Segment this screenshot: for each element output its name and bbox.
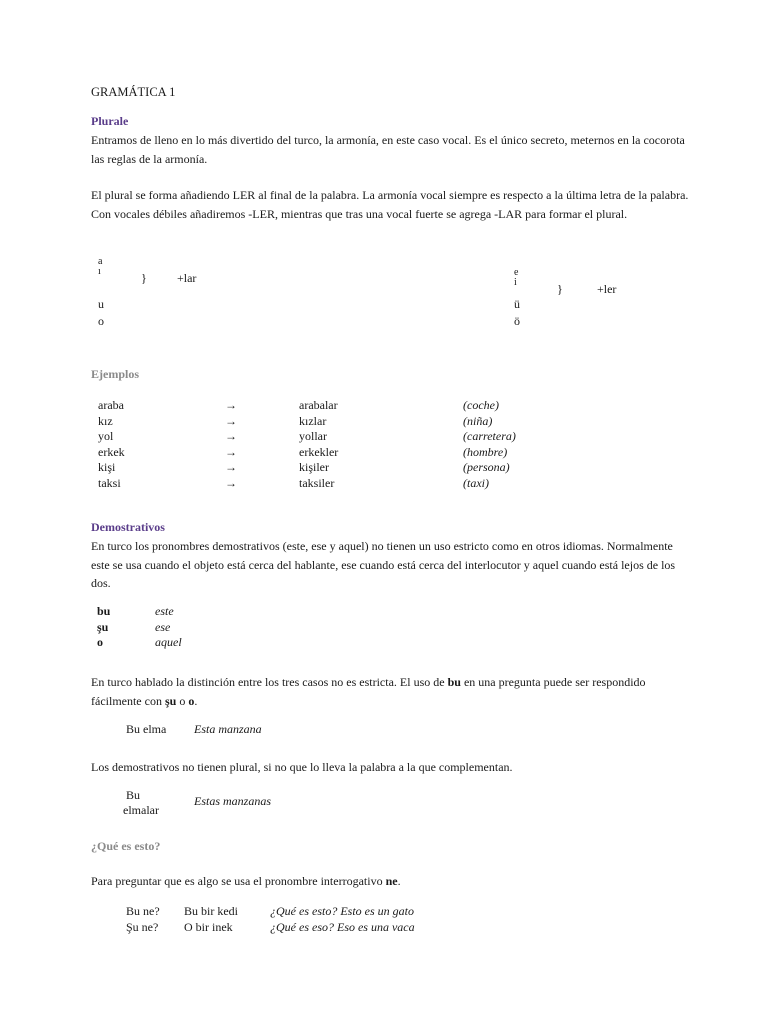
arrow-cell: → [225,413,237,428]
plural-cell: taksiler [299,475,335,490]
word-cell: kız [98,413,113,428]
meaning-cell: (taxi) [463,475,489,490]
table-row [126,904,415,920]
strong-vowel-u: u [98,297,104,311]
pronoun-spanish: ese [155,619,171,634]
meaning-cell: (persona) [463,460,510,474]
examples-table [98,398,516,491]
arrow-cell: → [225,475,237,490]
word-cell: yol [98,429,114,443]
weak-vowel-e: e [514,267,519,278]
example-bu-elma: Bu elma [126,722,167,736]
table-row [97,620,182,636]
strong-vowel-a: a [98,256,103,267]
demostrativos-paragraph-3: Los demostrativos no tienen plural, si no que lo lleva la palabra a la que complementan. [91,760,513,774]
weak-vowel-i: i [514,277,517,288]
example-bu-elmalar-translation: Estas manzanas [194,794,272,808]
table-row [98,429,516,445]
translation-cell: ¿Qué es esto? Esto es un gato [270,904,414,918]
arrow-cell: → [225,444,237,459]
pronoun-turkish: şu [97,619,109,634]
plurale-paragraph-2: El plural se forma añadiendo LER al final de la palabra. La armonía vocal siempre es respecto a la última letra de la palabra. Con vocales débiles añadiremos -LER, mientras que tras una vocal fuerte se agrega -LAR para formar el plural. [91,188,689,221]
table-row [126,920,415,936]
plural-cell: kızlar [299,413,327,428]
example-bu-elmalar-word-1: Bu [126,788,141,802]
meaning-cell: (niña) [463,413,493,428]
weak-vowel-u: ü [514,297,520,311]
example-bu-elmalar-word-2: elmalar [123,803,159,817]
question-cell: Şu ne? [126,919,159,934]
word-cell: taksi [98,475,121,490]
demostrativos-paragraph-2: En turco hablado la distinción entre los tres casos no es estricta. El uso de bu en una pregunta puede ser respondido fácilmente con şu o o. [91,675,646,708]
arrow-cell: → [225,460,237,474]
table-row [98,445,516,461]
pronouns-table [97,604,182,651]
meaning-cell: (coche) [463,398,499,412]
questions-table [126,904,415,935]
section-heading-demostrativos: Demostrativos [91,520,165,534]
answer-cell: O bir inek [184,919,233,934]
table-row [98,414,516,430]
question-cell: Bu ne? [126,904,160,918]
example-bu-elma-translation: Esta manzana [194,722,262,736]
weak-vowel-o: ö [514,314,520,328]
pronoun-turkish: bu [97,604,111,618]
demostrativos-paragraph-1: En turco los pronombres demostrativos (este, ese y aquel) no tienen un uso estricto como en otros idiomas. Normalmente este se usa cuando el objeto está cerca del hablante, ese cuando está cerca del interlocutor y aquel cuando está lejos de los dos. [91,539,676,590]
word-cell: araba [98,398,124,412]
table-row [97,604,182,620]
table-row [97,635,182,651]
plurale-paragraph-1: Entramos de lleno en lo más divertido del turco, la armonía, en este caso vocal. Es el único secreto, meternos en la cocorota las reglas de la armonía. [91,133,685,166]
plural-cell: arabalar [299,398,338,412]
strong-vowel-o: o [98,314,104,328]
arrow-cell: → [225,429,237,443]
meaning-cell: (carretera) [463,429,516,443]
page-title: GRAMÁTICA 1 [91,85,176,99]
word-cell: erkek [98,444,125,459]
word-cell: kişi [98,460,116,474]
table-row [98,398,516,414]
pronoun-spanish: aquel [155,635,182,649]
section-heading-plurale: Plurale [91,114,129,128]
table-row [98,476,516,492]
arrow-cell: → [225,398,237,412]
table-row [98,460,516,476]
section-heading-que-es-esto: ¿Qué es esto? [91,839,161,853]
answer-cell: Bu bir kedi [184,904,238,918]
plural-cell: erkekler [299,444,339,459]
strong-vowel-i: ı [98,266,101,277]
plural-cell: kişiler [299,460,329,474]
meaning-cell: (hombre) [463,444,508,459]
pronoun-spanish: este [155,604,174,618]
section-heading-ejemplos: Ejemplos [91,367,139,381]
weak-suffix: +ler [597,282,617,296]
strong-brace: } [141,271,147,285]
plural-cell: yollar [299,429,327,443]
strong-suffix: +lar [177,271,197,285]
que-es-esto-paragraph: Para preguntar que es algo se usa el pronombre interrogativo ne. [91,874,401,888]
weak-brace: } [557,282,563,296]
pronoun-turkish: o [97,635,103,649]
translation-cell: ¿Qué es eso? Eso es una vaca [270,919,415,934]
